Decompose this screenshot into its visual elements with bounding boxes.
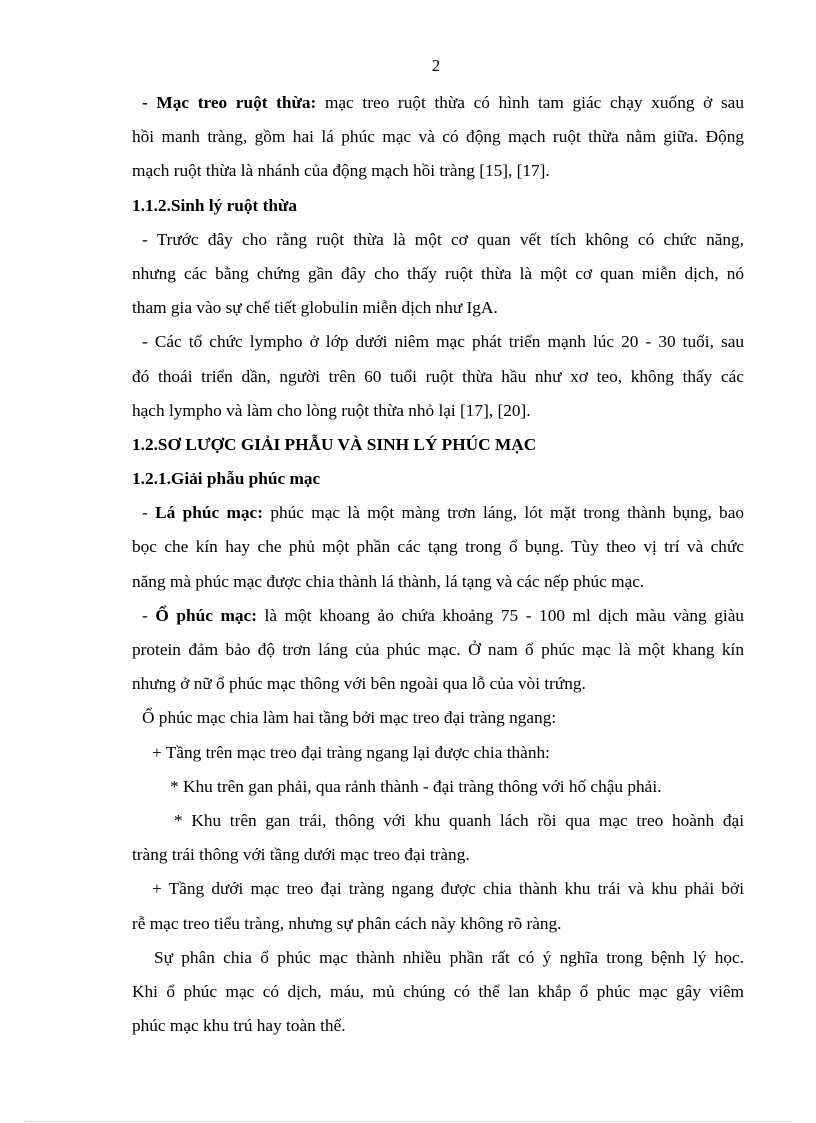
paragraph-line: hạch lympho và làm cho lòng ruột thừa nhỏ lại [17], [20]. <box>132 400 531 420</box>
section-heading-1-2-1: 1.2.1.Giải phẫu phúc mạc <box>132 469 321 489</box>
bold-term-la-phuc-mac: Lá phúc mạc: <box>155 503 263 523</box>
paragraph-line: năng mà phúc mạc được chia thành lá thành, lá tạng và các nếp phúc mạc. <box>132 571 645 591</box>
list-item-star: * Khu trên gan phải, qua rảnh thành - đại tràng thông với hố chậu phải. <box>170 776 662 796</box>
list-item-star: * Khu trên gan trái, thông với khu quanh lách rồi qua mạc treo hoành đại <box>174 810 744 830</box>
paragraph-line: nhưng các bằng chứng gần đây cho thấy ruột thừa là một cơ quan miễn dịch, nó <box>132 263 744 283</box>
line-text: phúc mạc là một màng trơn láng, lót mặt trong thành bụng, bao <box>262 503 745 523</box>
paragraph-line: nhưng ở nữ ổ phúc mạc thông với bên ngoài qua lỗ của vòi trứng. <box>132 674 586 694</box>
page-body <box>132 86 744 1043</box>
footer-divider <box>24 1121 792 1122</box>
page-number: 2 <box>431 56 441 75</box>
paragraph-line <box>132 86 744 120</box>
paragraph-line: đó thoái triển dần, người trên 60 tuổi ruột thừa hầu như xơ teo, không thấy các <box>132 366 744 386</box>
paragraph-line: mạch ruột thừa là nhánh của động mạch hồi tràng [15], [17]. <box>132 161 550 181</box>
section-heading-1-2: 1.2.SƠ LƯỢC GIẢI PHẪU VÀ SINH LÝ PHÚC MẠC <box>132 434 537 454</box>
paragraph-line: Sự phân chia ổ phúc mạc thành nhiều phần rất có ý nghĩa trong bệnh lý học. <box>154 947 744 967</box>
paragraph-line: - Ổ phúc mạc: là một khoang ảo chứa khoảng 75 - 100 ml dịch màu vàng giàu <box>142 605 745 625</box>
list-item-plus: + Tầng trên mạc treo đại tràng ngang lại được chia thành: <box>152 742 550 762</box>
paragraph-line: protein đảm bảo độ trơn láng của phúc mạc. Ở nam ổ phúc mạc là một khang kín <box>132 640 744 659</box>
line-text: là một khoang ảo chứa khoảng 75 - 100 ml dịch màu vàng giàu <box>256 605 745 625</box>
paragraph-line: tham gia vào sự chế tiết globulin miễn dịch như IgA. <box>132 298 498 318</box>
paragraph-line: - Trước đây cho rằng ruột thừa là một cơ quan vết tích không có chức năng, <box>142 229 744 249</box>
paragraph-line: rễ mạc treo tiểu tràng, nhưng sự phân cách này không rõ ràng. <box>132 913 562 933</box>
paragraph-line: tràng trái thông với tầng dưới mạc treo đại tràng. <box>132 845 470 865</box>
paragraph-line: - Các tổ chức lympho ở lớp dưới niêm mạc phát triển mạnh lúc 20 - 30 tuổi, sau <box>142 332 744 352</box>
section-heading-1-1-2: 1.1.2.Sinh lý ruột thừa <box>132 195 297 215</box>
paragraph-line: phúc mạc khu trú hay toàn thể. <box>132 1016 346 1036</box>
paragraph-line: bọc che kín hay che phủ một phần các tạng trong ổ bụng. Tùy theo vị trí và chức <box>132 537 744 557</box>
line-text: mạc treo ruột thừa có hình tam giác chạy xuống ở sau <box>316 93 744 112</box>
bold-term-o-phuc-mac: Ổ phúc mạc: <box>155 605 257 625</box>
bold-term-mac-treo-ruot-thua: - Mạc treo ruột thừa: <box>142 93 317 112</box>
paragraph-line: hồi manh tràng, gồm hai lá phúc mạc và có động mạch ruột thừa nằm giữa. Động <box>132 127 744 147</box>
paragraph-line: Ổ phúc mạc chia làm hai tầng bởi mạc treo đại tràng ngang: <box>142 708 557 728</box>
paragraph-line: Khi ổ phúc mạc có dịch, máu, mủ chúng có thể lan khắp ổ phúc mạc gây viêm <box>132 981 744 1001</box>
list-item-plus: + Tầng dưới mạc treo đại tràng ngang được chia thành khu trái và khu phải bởi <box>152 879 744 899</box>
paragraph-line: - Lá phúc mạc: phúc mạc là một màng trơn láng, lót mặt trong thành bụng, bao <box>142 503 745 523</box>
